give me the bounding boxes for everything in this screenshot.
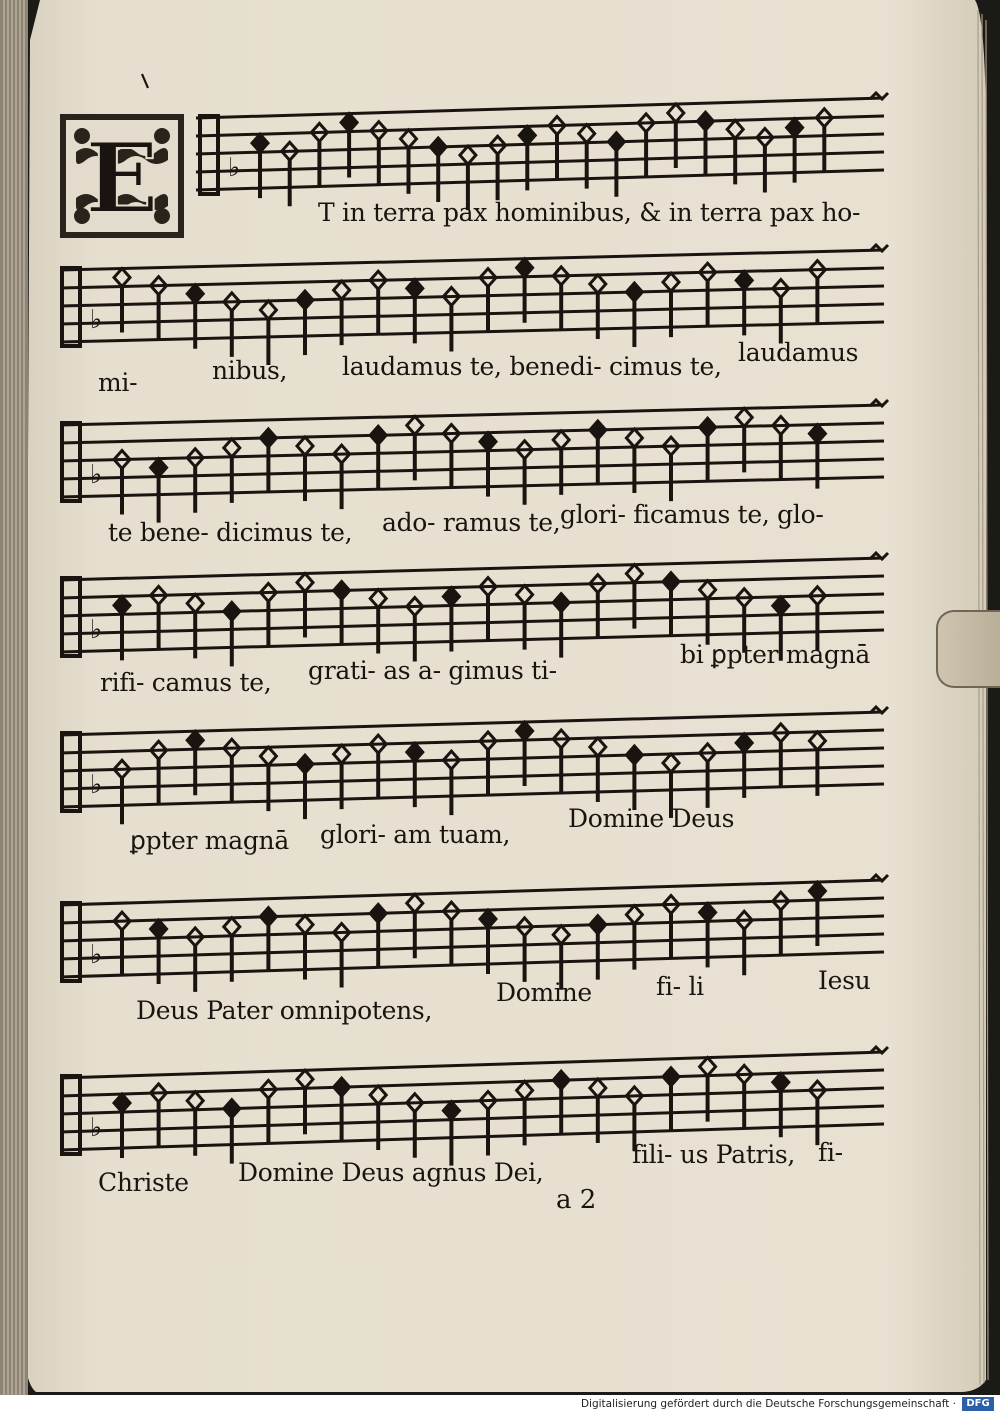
staff-6 — [60, 875, 888, 992]
page-signature: a 2 — [556, 1185, 597, 1215]
lyric-line-5b: glori- am tuam, — [320, 820, 511, 849]
lyric-line-7a: Christe — [98, 1168, 189, 1197]
page-clip-tab — [936, 610, 1000, 688]
lyric-line-1: T in terra pax hominibus, & in terra pax ho- — [318, 198, 861, 227]
lyric-line-3a: te bene- dicimus te, — [108, 518, 353, 547]
lyric-line-4a: rifi- camus te, — [100, 668, 272, 697]
staff-1 — [196, 93, 888, 210]
lyric-line-2b: nibus, — [212, 356, 288, 385]
footer-credit-text: Digitalisierung gefördert durch die Deutsche Forschungsgemeinschaft · — [580, 1398, 956, 1410]
footer-bar — [0, 1395, 1000, 1415]
svg-text:♭: ♭ — [90, 940, 103, 970]
lyric-line-5a: ꝑpter magnā — [130, 826, 289, 855]
svg-text:♭: ♭ — [90, 305, 103, 335]
svg-text:♭: ♭ — [90, 770, 103, 800]
lyric-line-2d: laudamus — [738, 338, 859, 367]
initial-letter-glyph: E — [85, 122, 159, 235]
svg-text:♭: ♭ — [90, 460, 103, 490]
lyric-line-6c: fi- li — [656, 972, 704, 1001]
decorated-initial-letter — [58, 112, 186, 240]
svg-text:♭: ♭ — [228, 153, 241, 183]
lyric-line-2c: laudamus te, benedi- cimus te, — [342, 352, 722, 381]
dfg-logo: DFG — [962, 1397, 994, 1411]
lyric-line-4b: grati- as a- gimus ti- — [308, 656, 557, 685]
lyric-line-6b: Domine — [496, 978, 592, 1007]
svg-text:♭: ♭ — [90, 615, 103, 645]
svg-text:♭: ♭ — [90, 1113, 103, 1143]
lyric-line-3c: glori- ficamus te, glo- — [560, 500, 824, 529]
lyric-line-6d: Iesu — [818, 966, 871, 995]
lyric-line-7b: Domine Deus agnus Dei, — [238, 1158, 544, 1187]
lyric-line-6a: Deus Pater omnipotens, — [136, 996, 433, 1025]
lyric-line-2a: mi- — [98, 368, 138, 397]
lyric-line-4c: bi ꝑpter magnā — [680, 640, 870, 669]
lyric-line-7c: fili- us Patris, — [632, 1140, 796, 1169]
lyric-line-7d: fi- — [818, 1138, 843, 1167]
lyric-line-5c: Domine Deus — [568, 804, 735, 833]
lyric-line-3b: ado- ramus te, — [382, 508, 561, 537]
staff-5 — [60, 707, 888, 824]
